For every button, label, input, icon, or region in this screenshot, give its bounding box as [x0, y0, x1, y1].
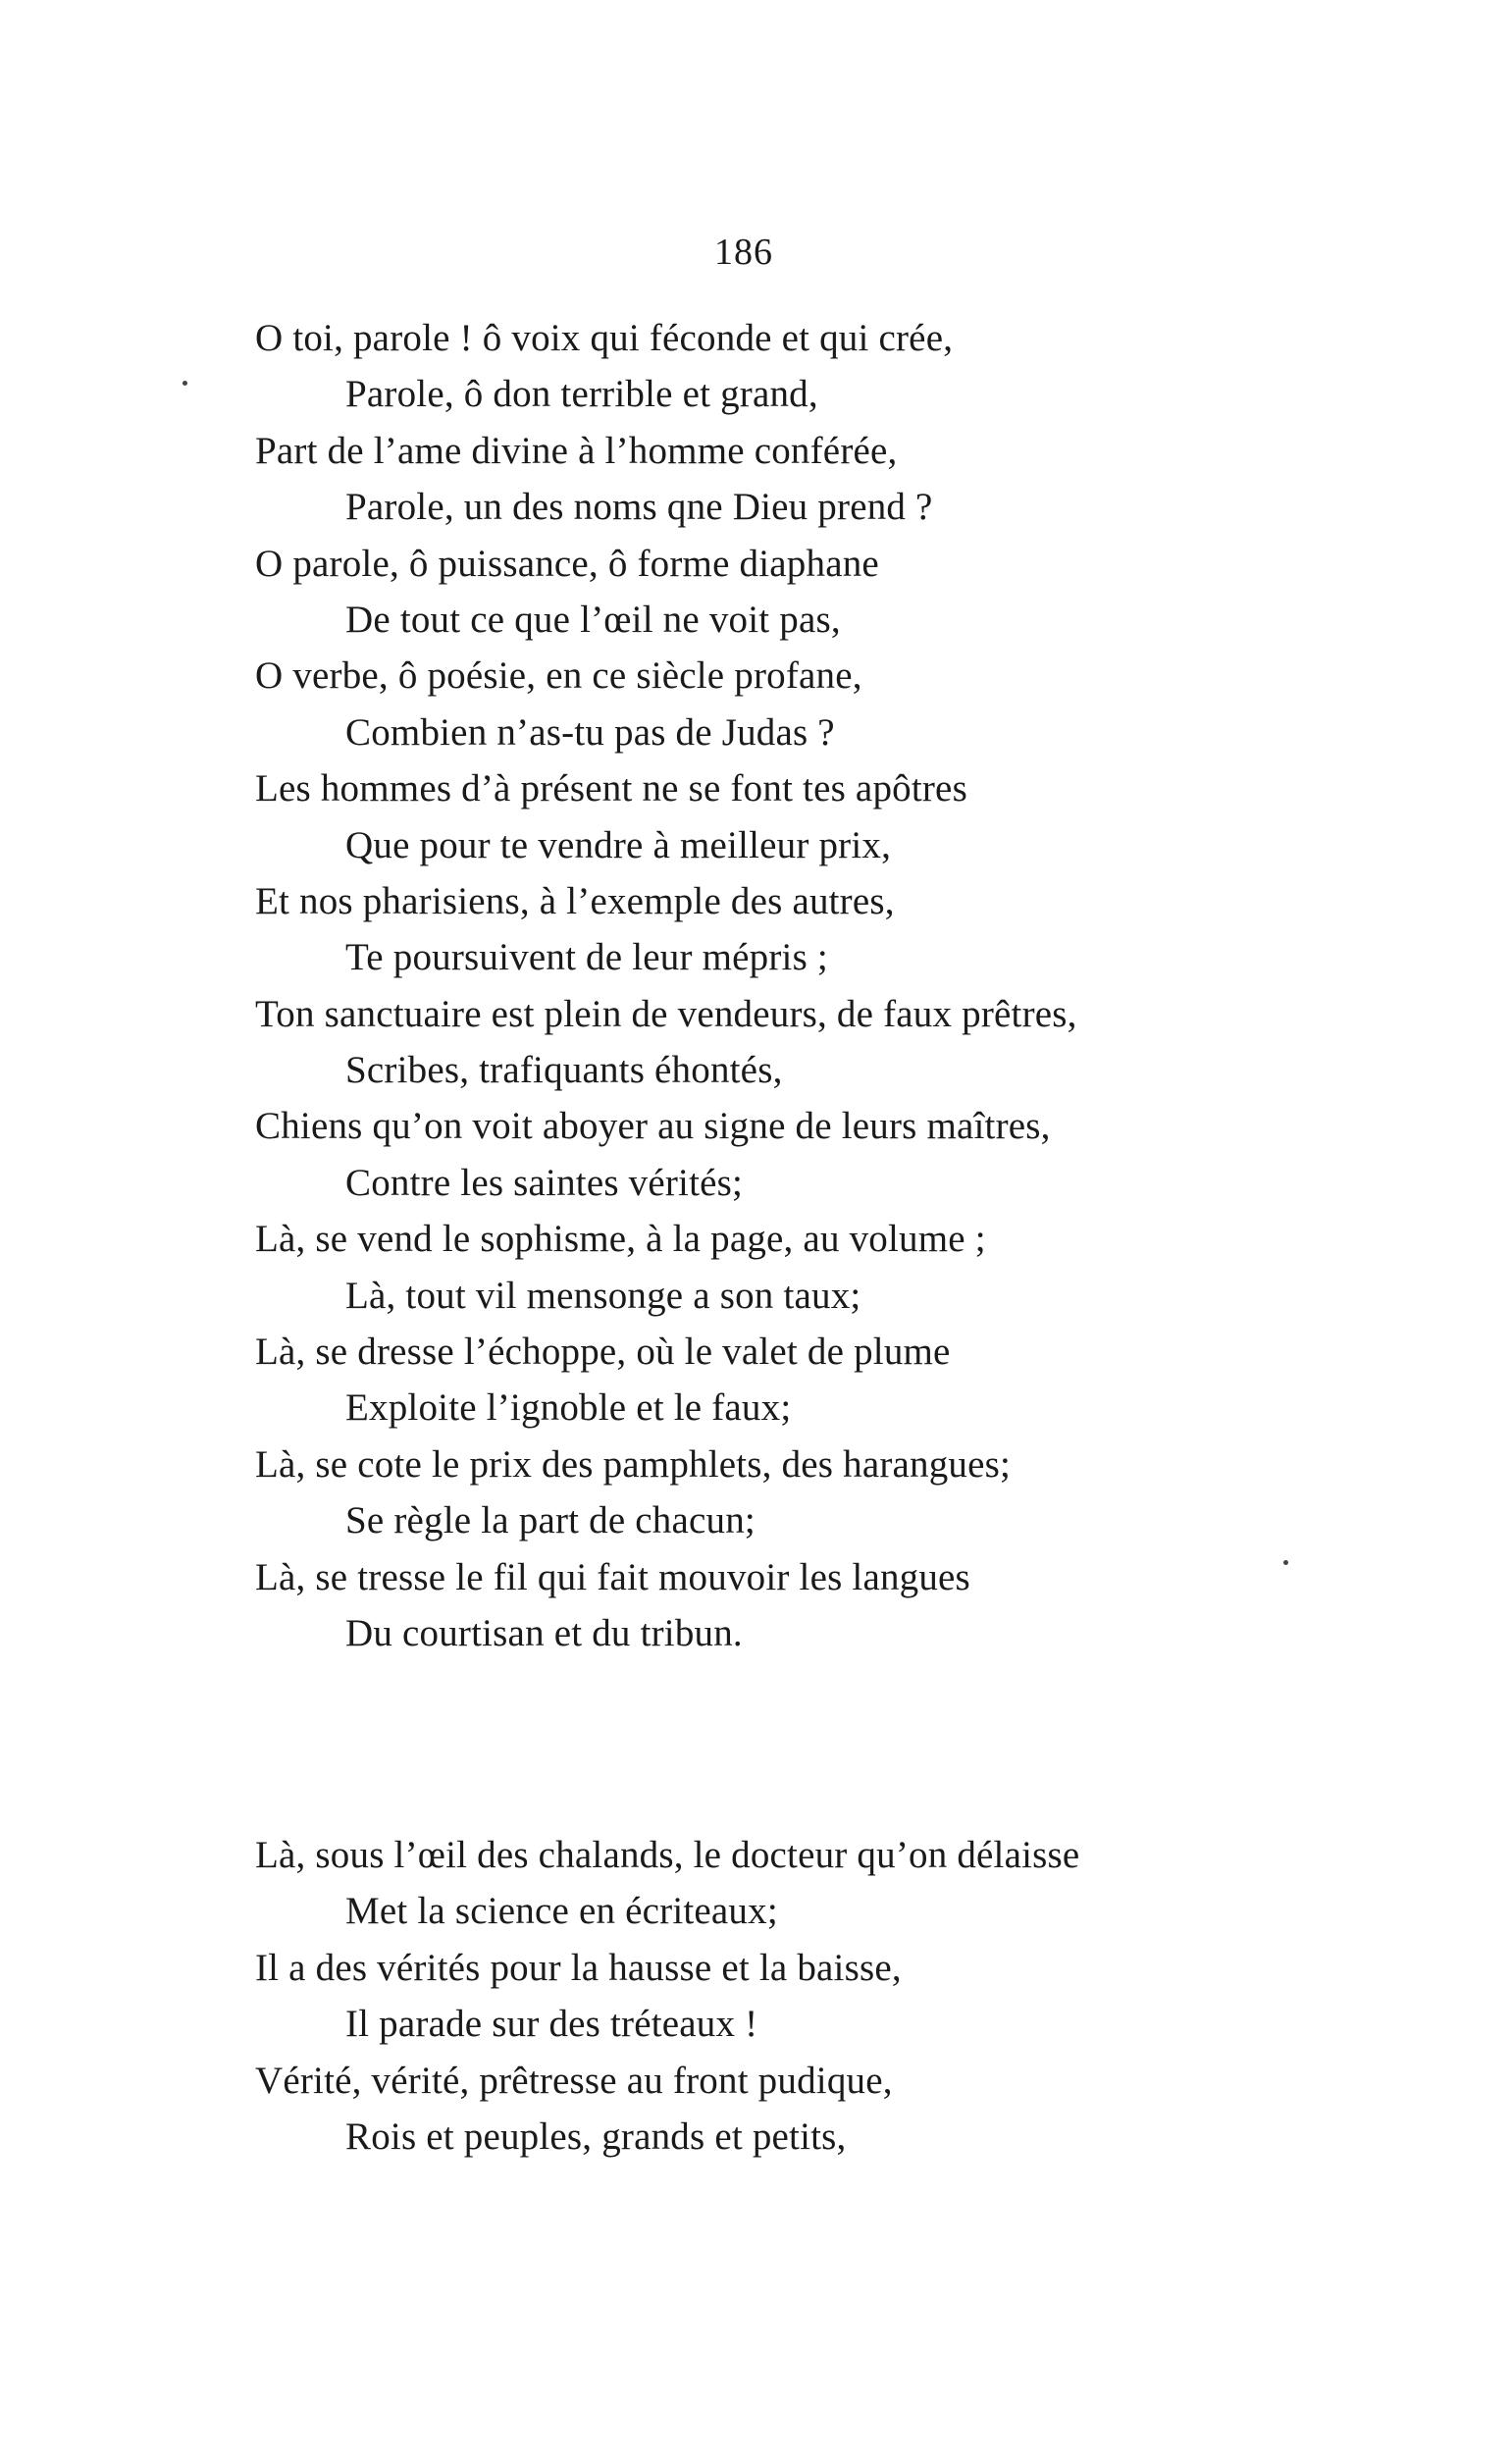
verse-line: Là, se dresse l’échoppe, où le valet de plume	[255, 1331, 951, 1374]
verse-line: Parole, ô don terrible et grand,	[345, 373, 818, 416]
paper-speck	[182, 381, 187, 386]
verse-line: Du courtisan et du tribun.	[345, 1611, 743, 1654]
verse-line: O verbe, ô poésie, en ce siècle profane,	[255, 654, 862, 698]
verse-line: Il parade sur des tréteaux !	[345, 2003, 758, 2046]
verse-line: Et nos pharisiens, à l’exemple des autres,	[255, 879, 895, 922]
verse-line: De tout ce que l’œil ne voit pas,	[345, 598, 841, 641]
verse-line: Là, se vend le sophisme, à la page, au volume ;	[255, 1218, 986, 1261]
paper-speck	[1283, 1560, 1288, 1565]
verse-line: O toi, parole ! ô voix qui féconde et qui crée,	[255, 317, 954, 359]
verse-line: Là, se cote le prix des pamphlets, des harangues;	[255, 1442, 1012, 1486]
verse-line: Contre les saintes vérités;	[345, 1161, 744, 1204]
page-number: 186	[714, 232, 773, 273]
verse-line: Met la science en écriteaux;	[345, 1890, 778, 1933]
verse-line: Se règle la part de chacun;	[345, 1499, 756, 1542]
verse-line: Ton sanctuaire est plein de vendeurs, de faux prêtres,	[255, 992, 1077, 1035]
verse-line: Exploite l’ignoble et le faux;	[345, 1386, 792, 1430]
verse-line: O parole, ô puissance, ô forme diaphane	[255, 542, 879, 585]
verse-line: Là, tout vil mensonge a son taux;	[345, 1274, 861, 1317]
verse-line: Parole, un des noms qne Dieu prend ?	[345, 486, 933, 529]
verse-line: Là, sous l’œil des chalands, le docteur qu’on délaisse	[255, 1834, 1080, 1876]
verse-line: Vérité, vérité, prêtresse au front pudique,	[255, 2059, 893, 2102]
poem-stanza-1	[255, 310, 1472, 1661]
verse-line: Rois et peuples, grands et petits,	[345, 2115, 847, 2158]
verse-line: Te poursuivent de leur mépris ;	[345, 936, 828, 979]
verse-line: Part de l’ame divine à l’homme conférée,	[255, 429, 898, 472]
verse-line: Scribes, trafiquants éhontés,	[345, 1049, 783, 1092]
verse-line: Les hommes d’à présent ne se font tes apôtres	[255, 767, 967, 810]
verse-line: Combien n’as-tu pas de Judas ?	[345, 710, 835, 754]
verse-line: Que pour te vendre à meilleur prix,	[345, 823, 892, 866]
verse-line: Là, se tresse le fil qui fait mouvoir les langues	[255, 1555, 970, 1598]
verse-line: Chiens qu’on voit aboyer au signe de leurs maîtres,	[255, 1105, 1051, 1148]
verse-line: Il a des vérités pour la hausse et la baisse,	[255, 1946, 902, 1989]
poem-stanza-2	[255, 1827, 1472, 2165]
